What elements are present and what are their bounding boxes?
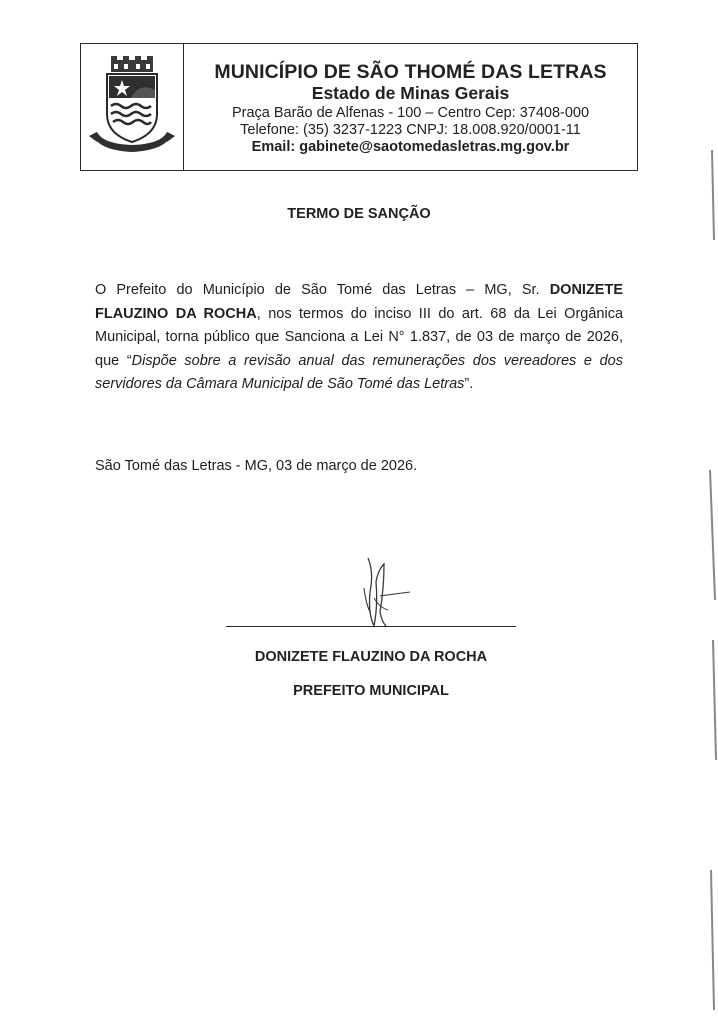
mayor-name: DONIZETE FLAUZINO DA ROCHA bbox=[95, 282, 623, 322]
document-title: TERMO DE SANÇÃO bbox=[287, 206, 431, 222]
sanction-paragraph bbox=[95, 279, 623, 397]
letterhead bbox=[80, 43, 638, 171]
letterhead-text bbox=[184, 44, 637, 170]
address-line: Praça Barão de Alfenas - 100 – Centro Cep: 37408-000 bbox=[231, 105, 590, 121]
phone-cnpj-line: Telefone: (35) 3237-1223 CNPJ: 18.008.920/0001-11 bbox=[240, 122, 581, 138]
signer-name: DONIZETE FLAUZINO DA ROCHA bbox=[254, 649, 488, 665]
scan-edge-artifact bbox=[700, 0, 718, 1024]
signer-role: PREFEITO MUNICIPAL bbox=[293, 683, 449, 699]
signature-line bbox=[226, 626, 516, 627]
state-subtitle: Estado de Minas Gerais bbox=[311, 83, 510, 103]
signature-icon bbox=[340, 552, 420, 632]
body-middle: , nos termos do inciso III do art. 68 da Lei Orgânica Municipal, torna público que Sanciona a Lei N° 1.837, de 03 de março de 2026, que “ bbox=[95, 305, 624, 369]
body-intro: O Prefeito do Município de São Tomé das Letras – MG, Sr. bbox=[95, 282, 550, 298]
email-line: Email: gabinete@saotomedasletras.mg.gov.br bbox=[251, 139, 570, 155]
date-line: São Tomé das Letras - MG, 03 de março de 2026. bbox=[95, 458, 418, 474]
coat-of-arms-icon bbox=[89, 56, 175, 156]
body-end: ”. bbox=[464, 376, 474, 393]
law-subject: Dispõe sobre a revisão anual das remunerações dos vereadores e dos servidores da Câmara Municipal de São Tomé das Letras bbox=[95, 352, 623, 393]
municipality-title: MUNICÍPIO DE SÃO THOMÉ DAS LETRAS bbox=[214, 61, 607, 83]
